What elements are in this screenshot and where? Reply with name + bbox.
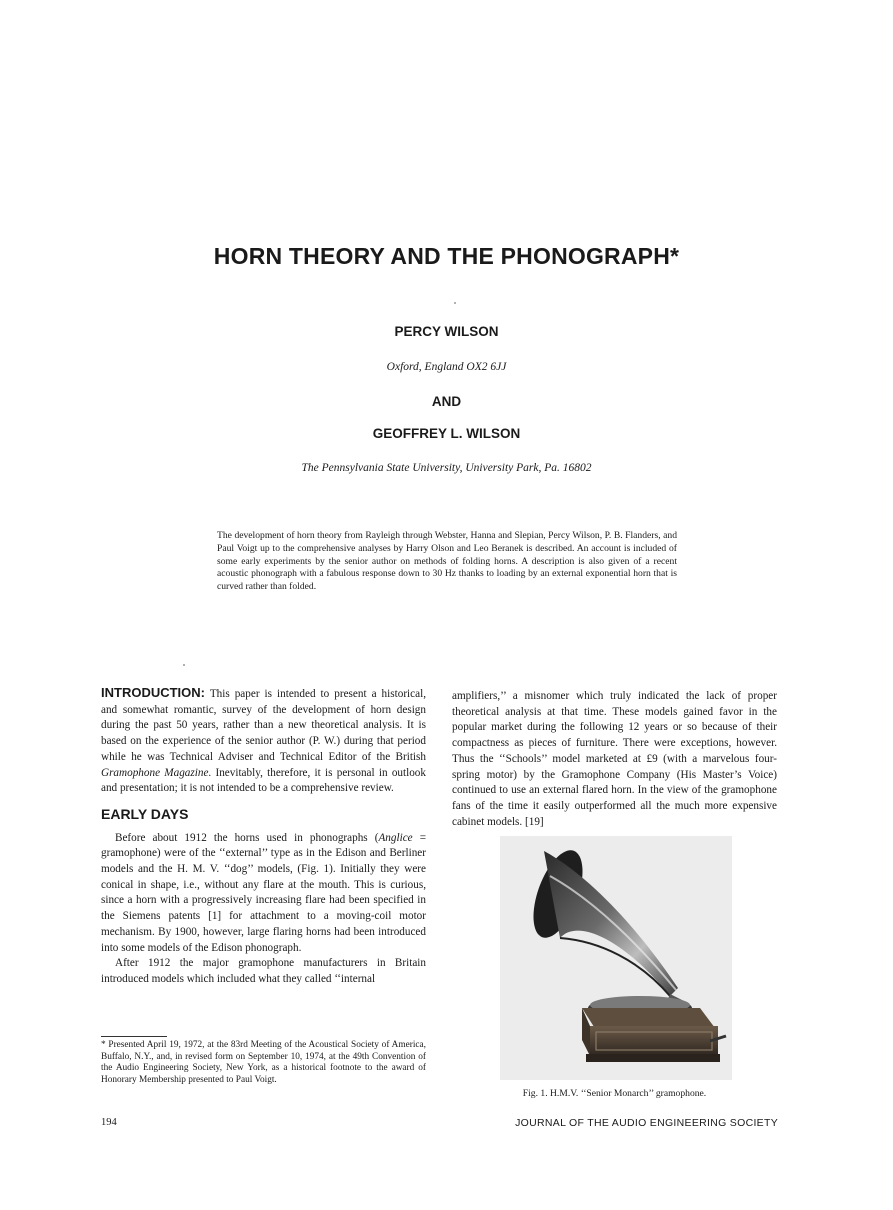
right-column [452, 689, 777, 830]
gramophone-photo [500, 836, 732, 1080]
footnote-rule [101, 1036, 167, 1037]
author-separator: AND [431, 394, 462, 409]
introduction-text: This paper is intended to present a historical, and somewhat romantic, survey of the development of horn design during the past 50 years, rather than a new theoretical analysis. It is based on the experience of the senior author (P. W.) during that period while he was Technical Adviser and Technical Editor of the British [101, 688, 426, 763]
introduction-heading: INTRODUCTION: [101, 685, 205, 700]
footnote: * Presented April 19, 1972, at the 83rd Meeting of the Acoustical Society of America, Buffalo, N.Y., and, in revised form on September 10, 1974, at the 49th Convention of the Audio Engineering Society, New York, as a historical footnote to the award of Honorary Membership presented to Paul Voigt. [101, 1040, 426, 1085]
author-affiliation-2: The Pennsylvania State University, University Park, Pa. 16802 [301, 462, 592, 474]
early-days-paragraph-1 [101, 831, 426, 957]
left-column [101, 685, 426, 988]
author-name-1: PERCY WILSON [394, 324, 499, 339]
introduction-paragraph [101, 685, 426, 797]
early-days-paragraph-2: After 1912 the major gramophone manufacturers in Britain introduced models which included what they called ‘‘internal [101, 957, 426, 985]
right-column-paragraph: amplifiers,’’ a misnomer which truly indicated the lack of proper theoretical analysis at that time. These models gained favor in the popular market during the following 12 years or so because of their compactness as pieces of furniture. There were exceptions, however. Thus the ‘‘Schools’’ model marketed at £9 (with a marvelous four-spring motor) by the Gramophone Company (His Master’s Voice) continued to use an external flared horn. In the view of the gramophone fans of the time it easily outperformed all the much more expensive cabinet models. [19] [452, 690, 777, 828]
early-days-text: Before about 1912 the horns used in phonographs ( [115, 831, 379, 844]
author-name-2: GEOFFREY L. WILSON [372, 426, 521, 441]
speck [454, 302, 456, 304]
abstract: The development of horn theory from Rayleigh through Webster, Hanna and Slepian, Percy Wilson, P. B. Flanders, and Paul Voigt up to the comprehensive analyses by Harry Olson and Leo Beranek is described. An account is included of some early experiments by the senior author on methods of folding horns. A description is also given of a recent acoustic phonograph with a fabulous response down to 30 Hz thanks to loading by an external exponential horn that is curved rather than folded. [217, 530, 677, 593]
speck [183, 664, 185, 666]
introduction-text-end: . Inevitably, therefore, it is personal in outlook and presentation; it is not intended to be a comprehensive review. [101, 766, 426, 795]
magazine-name: Gramophone Magazine [101, 766, 209, 779]
journal-name: JOURNAL OF THE AUDIO ENGINEERING SOCIETY [515, 1117, 778, 1129]
early-days-text-cont: = gramophone) were of the ‘‘external’’ type as in the Edison and Berliner models and the H. M. V. ‘‘dog’’ models, (Fig. 1). Initially they were conical in shape, i.e., without any flare at the mouth. This is curious, since a horn with a progressively increasing flare had been specified in the Siemens patents [1] for attachment to a moving-coil motor mechanism. By 1900, however, large flaring horns had been introduced into some models of the Edison phonograph. [101, 831, 426, 954]
author-affiliation-1: Oxford, England OX2 6JJ [386, 361, 507, 373]
paper-title: HORN THEORY AND THE PHONOGRAPH* [213, 243, 680, 269]
figure-caption: Fig. 1. H.M.V. ‘‘Senior Monarch’’ gramophone. [522, 1088, 707, 1099]
anglice-term: Anglice [378, 831, 413, 844]
early-days-heading: EARLY DAYS [101, 805, 189, 822]
page-number: 194 [101, 1117, 117, 1128]
